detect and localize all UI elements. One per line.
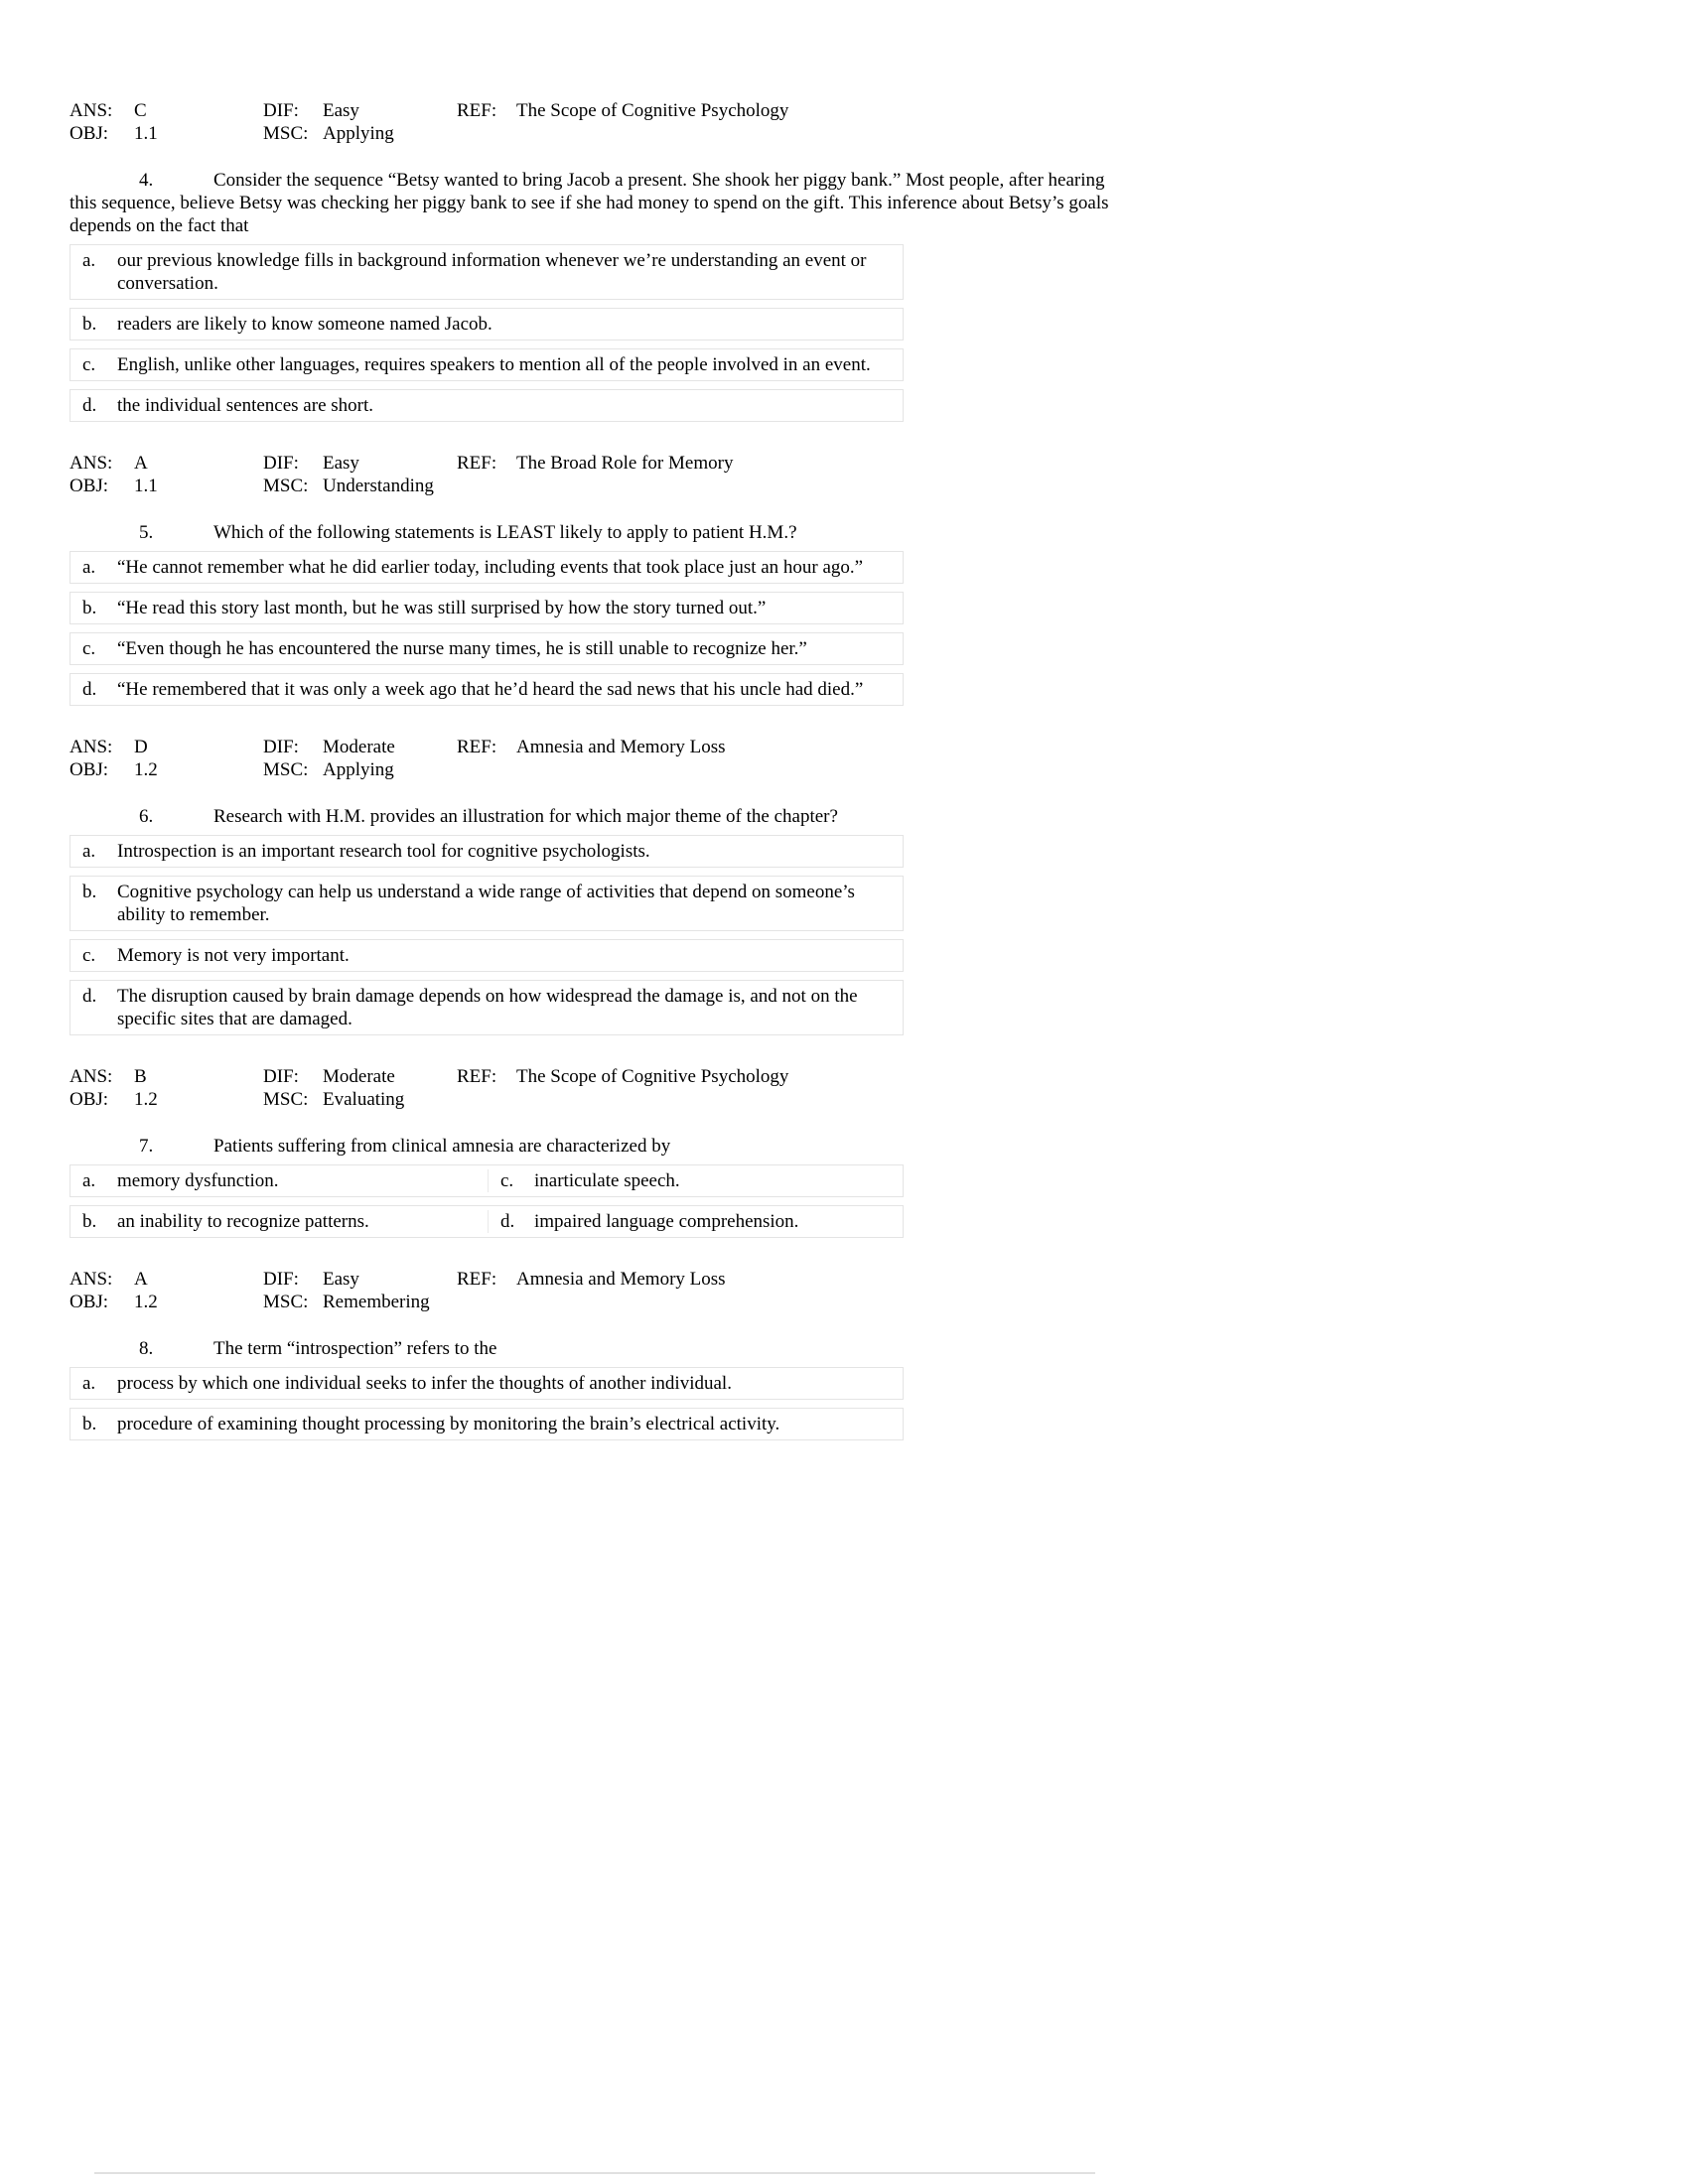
dif-label: DIF: [263, 737, 299, 757]
option-row [70, 244, 904, 300]
ref-value: The Scope of Cognitive Psychology [516, 100, 789, 121]
answer-key-row [70, 1291, 1117, 1313]
option-text: process by which one individual seeks to infer the thoughts of another individual. [117, 1373, 732, 1394]
option-letter: c. [488, 1169, 534, 1192]
option-letter: c. [82, 354, 96, 375]
options-list [70, 1164, 904, 1238]
ref-label: REF: [457, 737, 497, 757]
option-text: “He cannot remember what he did earlier today, including events that took place just an hour ago.” [117, 557, 864, 578]
option-text: English, unlike other languages, requires speakers to mention all of the people involved in an event. [117, 354, 871, 375]
document-page [0, 0, 1172, 1440]
dif-value: Moderate [323, 737, 395, 757]
obj-value: 1.2 [134, 1089, 158, 1110]
obj-value: 1.1 [134, 123, 158, 144]
msc-value: Understanding [323, 476, 434, 496]
options-list [70, 244, 904, 422]
option-text: an inability to recognize patterns. [117, 1211, 369, 1232]
option-letter: a. [82, 841, 96, 862]
dif-label: DIF: [263, 1269, 299, 1290]
option-row [70, 592, 904, 624]
option-letter: b. [82, 598, 97, 618]
next-table-edge-divider [94, 2172, 1095, 2174]
answer-key-row [70, 452, 1117, 475]
obj-label: OBJ: [70, 1089, 109, 1110]
question-text: The term “introspection” refers to the [213, 1338, 497, 1359]
obj-label: OBJ: [70, 1292, 109, 1312]
obj-value: 1.2 [134, 759, 158, 780]
ans-label: ANS: [70, 1269, 113, 1290]
option-letter: a. [82, 1170, 96, 1191]
ans-label: ANS: [70, 100, 113, 121]
option-text: memory dysfunction. [117, 1170, 279, 1191]
option-letter: c. [82, 945, 96, 966]
question-stem [70, 169, 1117, 237]
ref-label: REF: [457, 453, 497, 474]
option-text: readers are likely to know someone named Jacob. [117, 314, 492, 335]
option-text: Introspection is an important research tool for cognitive psychologists. [117, 841, 650, 862]
option-text: our previous knowledge fills in background information whenever we’re understanding an event or conversation. [117, 250, 867, 294]
option-row [70, 1205, 904, 1238]
option-letter: d. [488, 1210, 534, 1233]
answer-key-row [70, 736, 1117, 758]
option-text: Memory is not very important. [117, 945, 350, 966]
option-letter: b. [82, 882, 97, 902]
ans-value: C [134, 100, 147, 121]
obj-label: OBJ: [70, 759, 109, 780]
msc-value: Remembering [323, 1292, 430, 1312]
option-text: “He read this story last month, but he was still surprised by how the story turned out.” [117, 598, 767, 618]
option-row [70, 348, 904, 381]
ref-value: Amnesia and Memory Loss [516, 1269, 726, 1290]
ans-value: A [134, 1269, 148, 1290]
question-stem [70, 805, 1117, 828]
ref-label: REF: [457, 1066, 497, 1087]
answer-key-row [70, 475, 1117, 497]
option-text: The disruption caused by brain damage depends on how widespread the damage is, and not on the specific sites that are damaged. [117, 986, 858, 1029]
question-number: 5. [139, 522, 154, 543]
option-row [70, 939, 904, 972]
option-letter: d. [82, 679, 97, 700]
ref-value: The Broad Role for Memory [516, 453, 734, 474]
option-row [70, 980, 904, 1035]
option-row [70, 632, 904, 665]
msc-label: MSC: [263, 759, 309, 780]
option-row [70, 1408, 904, 1440]
question-block [70, 1135, 1117, 1238]
msc-value: Evaluating [323, 1089, 405, 1110]
option-letter: d. [82, 986, 97, 1007]
dif-label: DIF: [263, 1066, 299, 1087]
msc-label: MSC: [263, 1292, 309, 1312]
dif-value: Easy [323, 100, 359, 121]
options-list [70, 835, 904, 1035]
msc-label: MSC: [263, 123, 309, 144]
option-letter: b. [82, 1414, 97, 1434]
question-number: 6. [139, 806, 154, 827]
obj-label: OBJ: [70, 476, 109, 496]
option-row [70, 551, 904, 584]
answer-key-block [70, 1268, 1117, 1313]
question-text: Consider the sequence “Betsy wanted to bring Jacob a present. She shook her piggy bank.” Most people, after hearing this sequence, believe Betsy was checking her piggy bank to see if she had money to spend on the gift. This inference about Betsy’s goals depends on the fact that [70, 170, 1109, 236]
answer-key-block [70, 99, 1117, 145]
answer-key-block [70, 1065, 1117, 1111]
option-letter: b. [82, 1211, 97, 1232]
option-text: “He remembered that it was only a week ago that he’d heard the sad news that his uncle had died.” [117, 679, 864, 700]
option-letter: d. [82, 395, 97, 416]
option-row [70, 389, 904, 422]
msc-value: Applying [323, 759, 394, 780]
question-text: Which of the following statements is LEAST likely to apply to patient H.M.? [213, 522, 797, 543]
answer-key-block [70, 736, 1117, 781]
ans-value: A [134, 453, 148, 474]
option-text: impaired language comprehension. [534, 1211, 799, 1232]
options-list [70, 1367, 904, 1440]
option-text: procedure of examining thought processing by monitoring the brain’s electrical activity. [117, 1414, 780, 1434]
ref-label: REF: [457, 100, 497, 121]
question-number: 8. [139, 1338, 154, 1359]
dif-value: Easy [323, 453, 359, 474]
dif-label: DIF: [263, 453, 299, 474]
ref-value: Amnesia and Memory Loss [516, 737, 726, 757]
obj-value: 1.2 [134, 1292, 158, 1312]
dif-value: Moderate [323, 1066, 395, 1087]
ref-label: REF: [457, 1269, 497, 1290]
ref-value: The Scope of Cognitive Psychology [516, 1066, 789, 1087]
answer-key-row [70, 122, 1117, 145]
question-block [70, 521, 1117, 706]
question-block [70, 805, 1117, 1035]
option-row [70, 673, 904, 706]
question-block [70, 1337, 1117, 1440]
option-text: inarticulate speech. [534, 1170, 680, 1191]
question-stem [70, 1337, 1117, 1360]
msc-label: MSC: [263, 476, 309, 496]
ans-label: ANS: [70, 1066, 113, 1087]
ans-label: ANS: [70, 453, 113, 474]
dif-label: DIF: [263, 100, 299, 121]
option-row [70, 1164, 904, 1197]
dif-value: Easy [323, 1269, 359, 1290]
option-text: “Even though he has encountered the nurse many times, he is still unable to recognize her.” [117, 638, 807, 659]
obj-value: 1.1 [134, 476, 158, 496]
option-row [70, 1367, 904, 1400]
option-letter: a. [82, 250, 96, 271]
question-text: Research with H.M. provides an illustration for which major theme of the chapter? [213, 806, 838, 827]
option-text: the individual sentences are short. [117, 395, 374, 416]
answer-key-block [70, 452, 1117, 497]
answer-key-row [70, 758, 1117, 781]
option-letter: b. [82, 314, 97, 335]
msc-label: MSC: [263, 1089, 309, 1110]
question-stem [70, 1135, 1117, 1158]
question-text: Patients suffering from clinical amnesia are characterized by [213, 1136, 671, 1157]
option-row [70, 835, 904, 868]
options-list [70, 551, 904, 706]
ans-label: ANS: [70, 737, 113, 757]
ans-value: B [134, 1066, 147, 1087]
question-number: 4. [139, 170, 154, 191]
answer-key-row [70, 1088, 1117, 1111]
question-block [70, 169, 1117, 422]
question-stem [70, 521, 1117, 544]
answer-key-row [70, 1268, 1117, 1291]
question-number: 7. [139, 1136, 154, 1157]
ans-value: D [134, 737, 148, 757]
msc-value: Applying [323, 123, 394, 144]
option-row [70, 876, 904, 931]
option-letter: a. [82, 557, 96, 578]
option-letter: c. [82, 638, 96, 659]
option-text: Cognitive psychology can help us understand a wide range of activities that depend on someone’s ability to remember. [117, 882, 855, 925]
option-letter: a. [82, 1373, 96, 1394]
answer-key-row [70, 99, 1117, 122]
answer-key-row [70, 1065, 1117, 1088]
option-row [70, 308, 904, 341]
obj-label: OBJ: [70, 123, 109, 144]
